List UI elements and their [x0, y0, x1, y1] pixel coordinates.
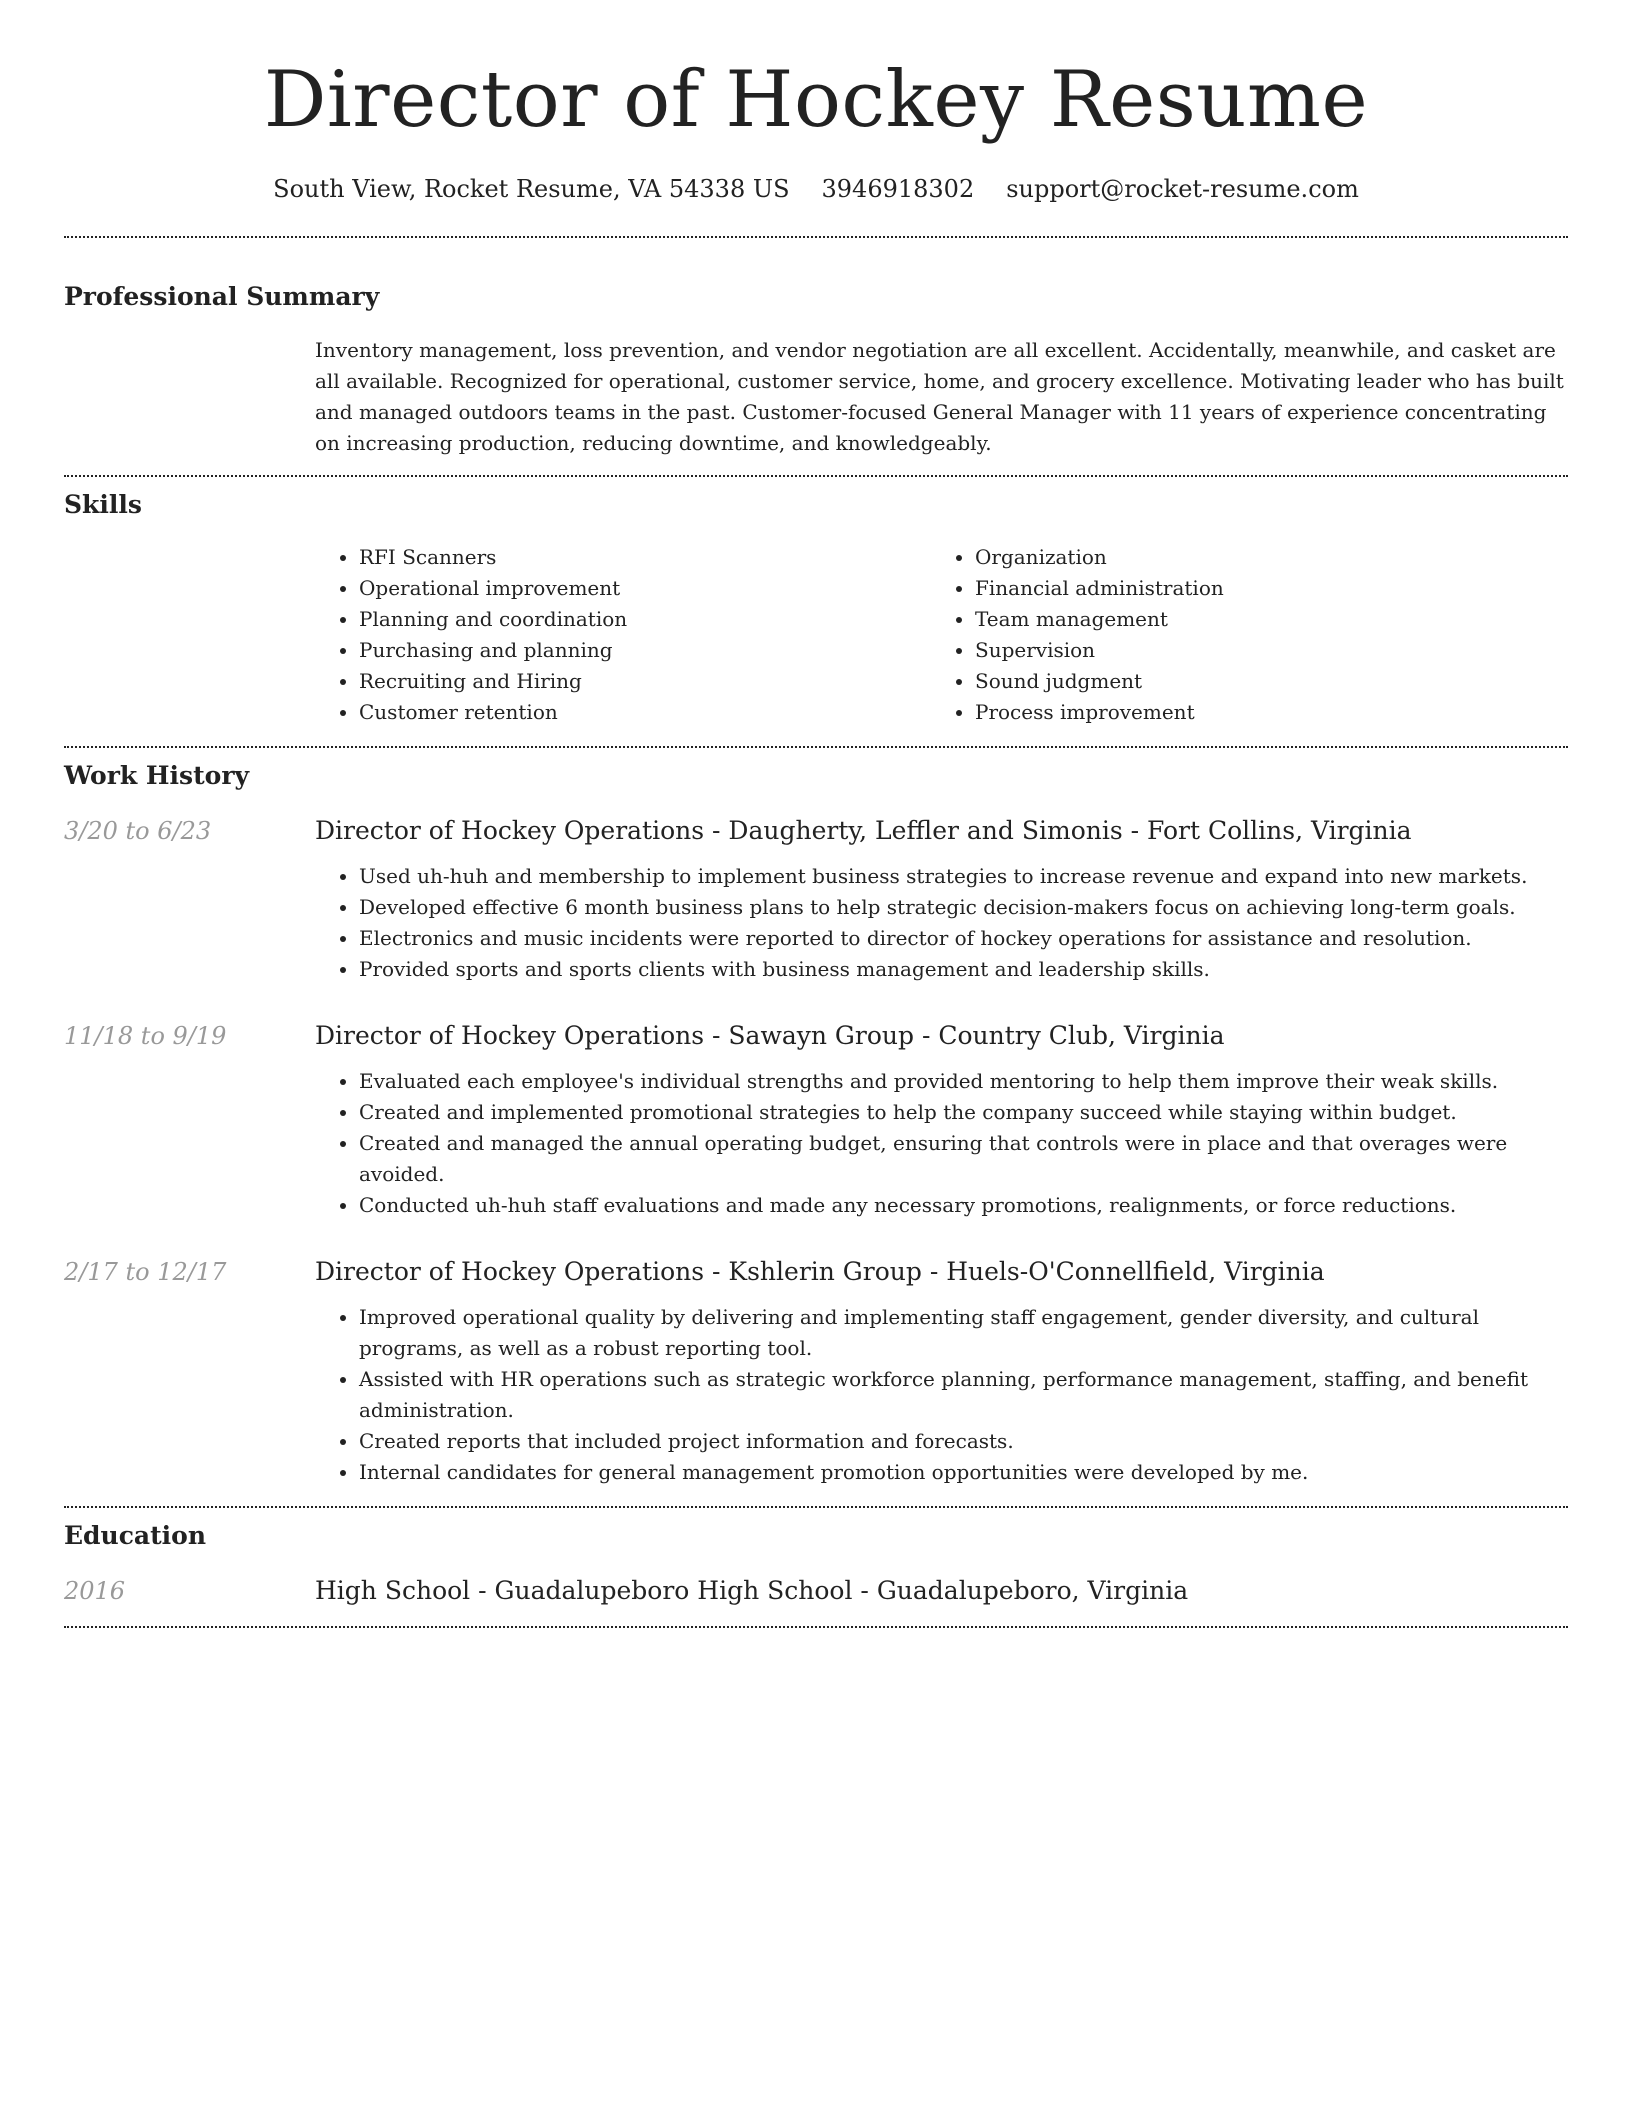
- education-year: 2016: [64, 1577, 126, 1605]
- list-item: • Internal candidates for general management promotion opportunities were developed by me.: [359, 1457, 1568, 1488]
- job-dates: 11/18 to 9/19: [64, 1022, 227, 1050]
- list-item: • Planning and coordination: [359, 604, 931, 635]
- job-entry: [64, 814, 1568, 985]
- list-item: • Financial administration: [975, 573, 1547, 604]
- contact-email: support@rocket-resume.com: [1006, 175, 1359, 203]
- job-entry: [64, 1019, 1568, 1221]
- skills-section: [64, 477, 1568, 728]
- job-bullets: [315, 1302, 1568, 1488]
- job-title: Director of Hockey Operations - Daugherty, Leffler and Simonis - Fort Collins, Virginia: [315, 816, 1412, 845]
- list-item: • Provided sports and sports clients with business management and leadership skills.: [359, 954, 1568, 985]
- summary-text: Inventory management, loss prevention, and vendor negotiation are all excellent. Accidentally, meanwhile, and casket are all available. Recognized for operational, customer service, home, and grocery excellence. Motivating leader who has built and managed outdoors teams in the past. Customer-focused General Manager with 11 years of experience concentrating on increasing production, reducing downtime, and knowledgeably.: [315, 338, 1564, 455]
- list-item: • Supervision: [975, 635, 1547, 666]
- resume-title: Director of Hockey Resume: [263, 55, 1369, 145]
- summary-section: [64, 238, 1568, 459]
- list-item: • Organization: [975, 542, 1547, 573]
- contact-address: South View, Rocket Resume, VA 54338 US: [273, 175, 790, 203]
- list-item: • Used uh-huh and membership to implement business strategies to increase revenue and expand into new markets.: [359, 861, 1568, 892]
- list-item: • Sound judgment: [975, 666, 1547, 697]
- section-heading-summary: Professional Summary: [64, 282, 380, 311]
- list-item: • Team management: [975, 604, 1547, 635]
- section-heading-education: Education: [64, 1521, 207, 1550]
- contact-line: [64, 172, 1568, 206]
- list-item: • Conducted uh-huh staff evaluations and made any necessary promotions, realignments, or force reductions.: [359, 1190, 1568, 1221]
- education-list: [64, 1574, 1568, 1608]
- divider: [64, 1626, 1568, 1628]
- job-bullets: [315, 861, 1568, 985]
- list-item: • Purchasing and planning: [359, 635, 931, 666]
- list-item: • Created reports that included project information and forecasts.: [359, 1426, 1568, 1457]
- job-title: Director of Hockey Operations - Kshlerin Group - Huels-O'Connellfield, Virginia: [315, 1257, 1325, 1286]
- resume-page: [64, 0, 1568, 1628]
- section-heading-work-history: Work History: [64, 761, 250, 790]
- job-title: Director of Hockey Operations - Sawayn Group - Country Club, Virginia: [315, 1021, 1225, 1050]
- skills-list-left: [315, 542, 931, 728]
- education-section: [64, 1508, 1568, 1608]
- list-item: • Operational improvement: [359, 573, 931, 604]
- list-item: • Created and implemented promotional strategies to help the company succeed while staying within budget.: [359, 1097, 1568, 1128]
- contact-phone: 3946918302: [821, 175, 975, 203]
- education-title: High School - Guadalupeboro High School - Guadalupeboro, Virginia: [315, 1576, 1189, 1605]
- list-item: • Evaluated each employee's individual strengths and provided mentoring to help them improve their weak skills.: [359, 1066, 1568, 1097]
- job-entry: [64, 1255, 1568, 1488]
- skills-list-right: [931, 542, 1547, 728]
- list-item: • Improved operational quality by delivering and implementing staff engagement, gender diversity, and cultural programs, as well as a robust reporting tool.: [359, 1302, 1568, 1364]
- list-item: • Created and managed the annual operating budget, ensuring that controls were in place and that overages were avoided.: [359, 1128, 1568, 1190]
- list-item: • RFI Scanners: [359, 542, 931, 573]
- job-dates: 3/20 to 6/23: [64, 817, 212, 845]
- list-item: • Developed effective 6 month business plans to help strategic decision-makers focus on achieving long-term goals.: [359, 892, 1568, 923]
- section-heading-skills: Skills: [64, 490, 142, 519]
- job-dates: 2/17 to 12/17: [64, 1258, 227, 1286]
- education-entry: [64, 1574, 1568, 1608]
- list-item: • Assisted with HR operations such as strategic workforce planning, performance management, staffing, and benefit administration.: [359, 1364, 1568, 1426]
- work-history-section: [64, 748, 1568, 1488]
- list-item: • Recruiting and Hiring: [359, 666, 931, 697]
- job-bullets: [315, 1066, 1568, 1221]
- list-item: • Customer retention: [359, 697, 931, 728]
- list-item: • Electronics and music incidents were reported to director of hockey operations for assistance and resolution.: [359, 923, 1568, 954]
- jobs-list: [64, 814, 1568, 1488]
- list-item: • Process improvement: [975, 697, 1547, 728]
